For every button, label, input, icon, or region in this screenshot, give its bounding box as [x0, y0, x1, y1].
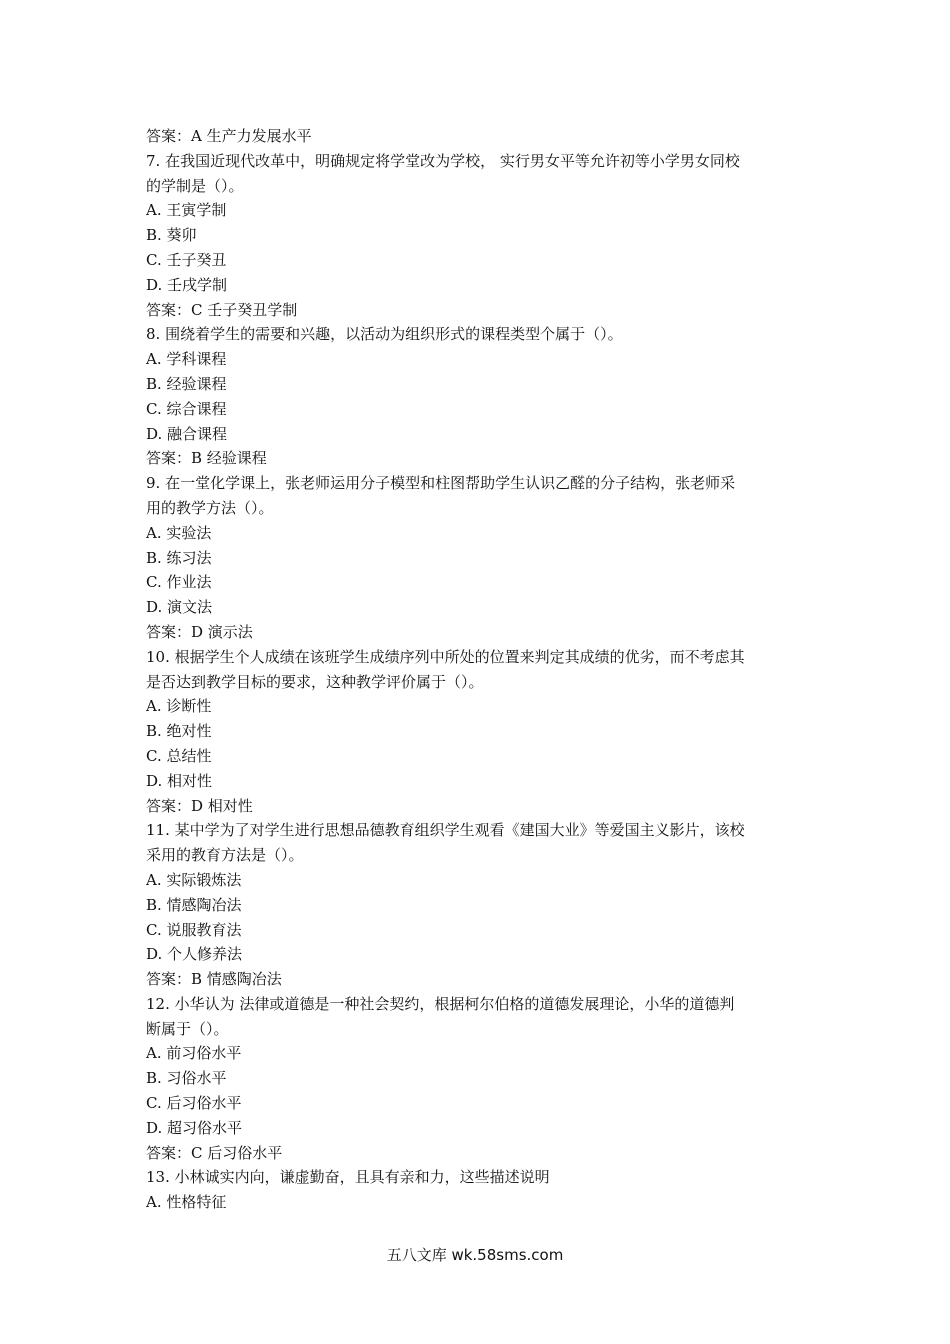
option-line: B. 练习法: [146, 548, 212, 567]
option-line: D. 个人修养法: [146, 945, 243, 964]
question-line: 用的教学方法（）。: [146, 498, 274, 517]
option-line: C. 作业法: [146, 573, 212, 592]
option-line: B. 绝对性: [146, 722, 212, 741]
option-line: A. 诊断性: [146, 697, 212, 716]
question-line: 12. 小华认为 法律或道德是一种社会契约，根据柯尔伯格的道德发展理论，小华的道德判: [146, 994, 735, 1013]
answer-line: 答案：D 演示法: [146, 622, 253, 641]
option-line: C. 说服教育法: [146, 920, 242, 939]
document-body: [146, 124, 812, 1215]
question-line: 11. 某中学为了对学生进行思想品德教育组织学生观看《建国大业》等爱国主义影片，该校: [146, 821, 745, 840]
option-line: C. 总结性: [146, 746, 212, 765]
option-line: D. 融合课程: [146, 424, 228, 443]
option-line: A. 实验法: [146, 523, 212, 542]
question-line: 10. 根据学生个人成绩在该班学生成绩序列中所处的位置来判定其成绩的优劣，而不考虑其: [146, 647, 745, 666]
option-line: D. 相对性: [146, 771, 213, 790]
option-line: A. 实际锻炼法: [146, 870, 242, 889]
page-footer: 五八文库 wk.58sms.com: [386, 1246, 564, 1264]
option-line: B. 葵卯: [146, 226, 197, 245]
option-line: C. 综合课程: [146, 399, 227, 418]
answer-line: 答案：B 情感陶冶法: [146, 970, 282, 989]
question-line: 是否达到教学目标的要求，这种教学评价属于（）。: [146, 672, 484, 691]
question-line: 13. 小林诚实内向，谦虚勤奋，且具有亲和力，这些描述说明: [146, 1168, 550, 1187]
question-line: 断属于（）。: [146, 1019, 229, 1038]
answer-line: 答案：B 经验课程: [146, 449, 267, 468]
option-line: B. 情感陶冶法: [146, 895, 242, 914]
option-line: B. 习俗水平: [146, 1069, 227, 1088]
option-line: D. 超习俗水平: [146, 1118, 243, 1137]
option-line: C. 壬子癸丑: [146, 250, 227, 269]
answer-line: 答案：C 壬子癸丑学制: [146, 300, 298, 319]
option-line: D. 壬戌学制: [146, 275, 228, 294]
option-line: B. 经验课程: [146, 374, 227, 393]
option-line: C. 后习俗水平: [146, 1094, 242, 1113]
option-line: A. 学科课程: [146, 350, 227, 369]
option-line: A. 性格特征: [146, 1193, 227, 1212]
option-line: A. 王寅学制: [146, 201, 227, 220]
question-line: 8. 围绕着学生的需要和兴趣，以活动为组织形式的课程类型个属于（）。: [146, 325, 623, 344]
answer-line: 答案：C 后习俗水平: [146, 1143, 283, 1162]
answer-line: 答案：A 生产力发展水平: [146, 127, 312, 145]
question-line: 采用的教育方法是（）。: [146, 846, 304, 865]
option-line: D. 演文法: [146, 598, 213, 617]
option-line: A. 前习俗水平: [146, 1044, 242, 1063]
question-line: 9. 在一堂化学课上，张老师运用分子模型和柱图帮助学生认识乙醛的分子结构，张老师采: [146, 474, 736, 493]
question-line: 7. 在我国近现代改革中，明确规定将学堂改为学校， 实行男女平等允许初等小学男女同校: [146, 151, 740, 170]
answer-line: 答案：D 相对性: [146, 796, 253, 815]
question-line: 的学制是（）。: [146, 176, 244, 195]
